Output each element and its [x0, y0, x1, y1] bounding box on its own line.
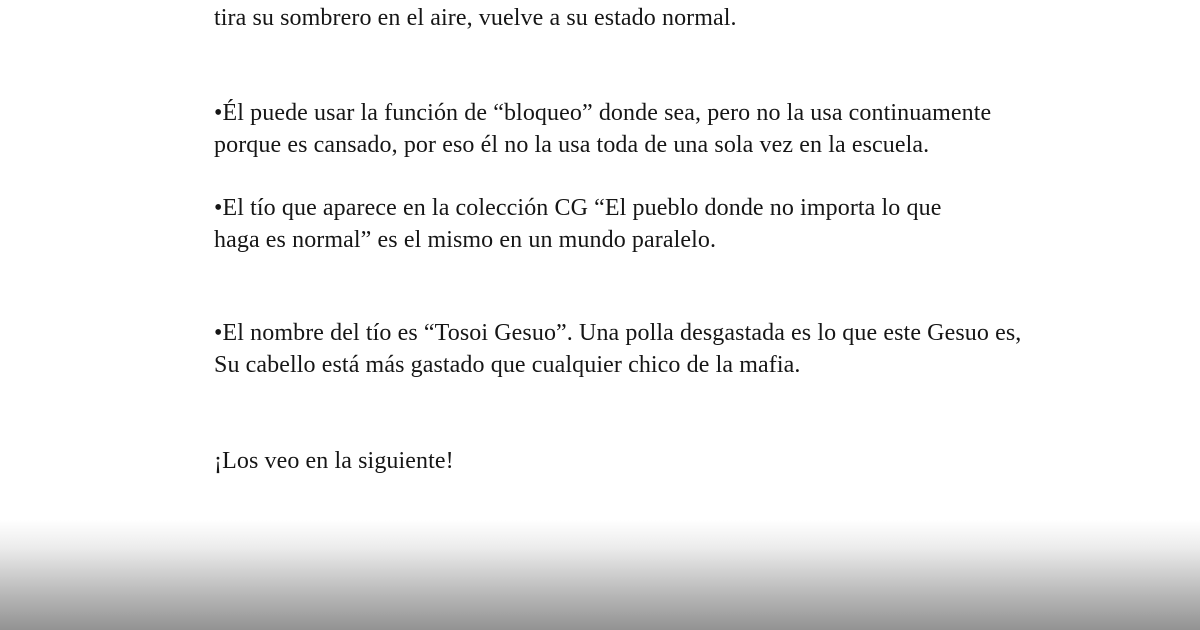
text-line: Su cabello está más gastado que cualquier chico de la mafia. [214, 352, 801, 378]
text-line: ¡Los veo en la siguiente! [214, 448, 454, 474]
text-line: •Él puede usar la función de “bloqueo” donde sea, pero no la usa continuamente [214, 100, 992, 126]
text-line: tira su sombrero en el aire, vuelve a su estado normal. [214, 5, 737, 31]
text-line: porque es cansado, por eso él no la usa toda de una sola vez en la escuela. [214, 132, 930, 158]
paragraph-nombre-tio [214, 317, 1021, 381]
text-line: •El nombre del tío es “Tosoi Gesuo”. Una polla desgastada es lo que este Gesuo es, [214, 320, 1022, 346]
paragraph-tio-cg [214, 192, 941, 256]
paragraph-closing [214, 445, 454, 477]
text-line: •El tío que aparece en la colección CG “El pueblo donde no importa lo que [214, 195, 942, 221]
text-line: haga es normal” es el mismo en un mundo paralelo. [214, 227, 717, 253]
paragraph-bloqueo [214, 97, 991, 161]
paragraph-continuation [214, 2, 737, 34]
bottom-shadow-overlay [0, 520, 1200, 630]
